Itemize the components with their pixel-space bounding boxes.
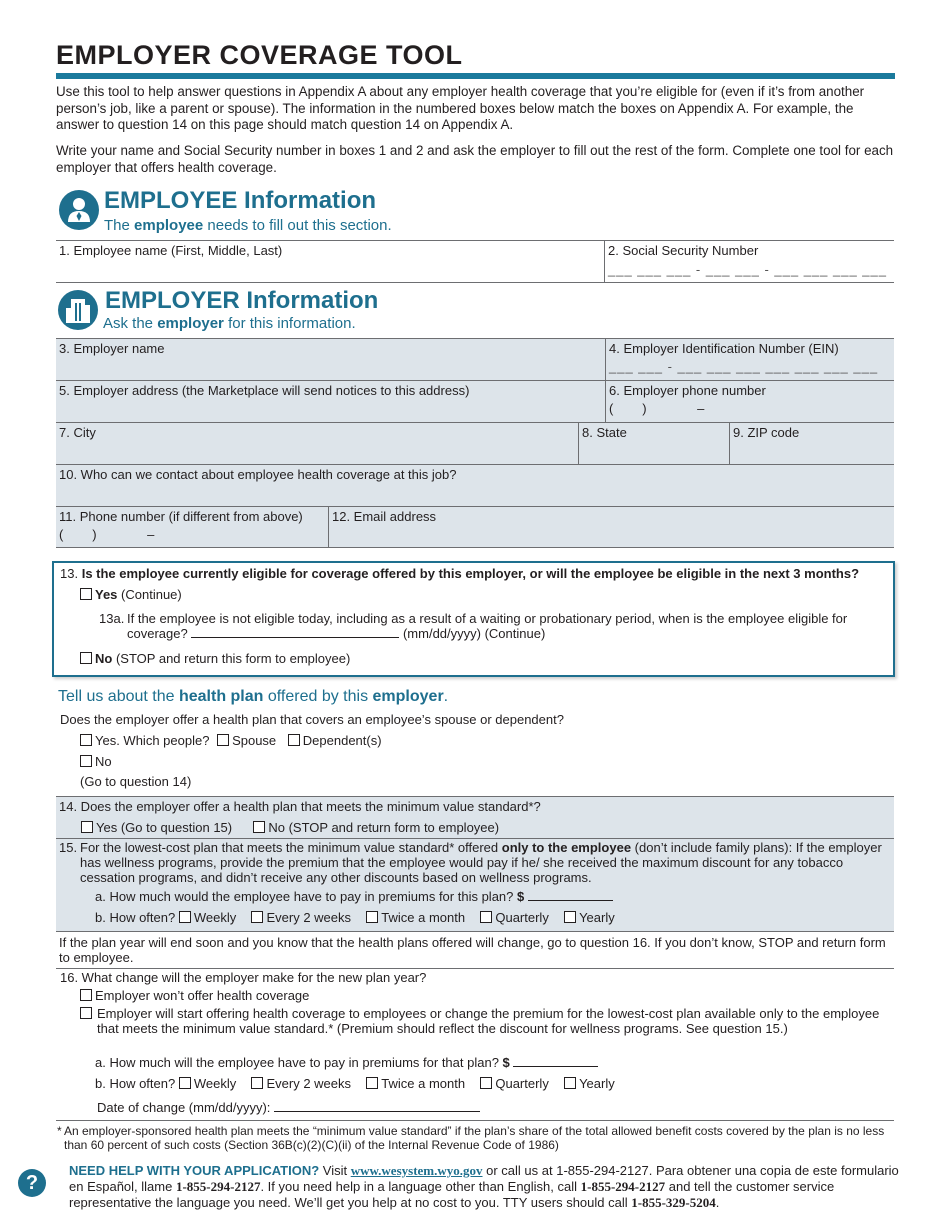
q13-yes-option[interactable]: Yes (Continue) — [80, 587, 182, 602]
q16-every-2-weeks-option[interactable]: Every 2 weeks — [251, 1076, 351, 1091]
contact-phone-field[interactable] — [56, 506, 328, 548]
q13a-number: 13a. — [99, 611, 125, 626]
question-14: 14. Does the employer offer a health plan that meets the minimum value standard*? — [59, 799, 541, 814]
dependent-yes-checkbox[interactable] — [80, 734, 92, 746]
q13a-date-line[interactable] — [191, 626, 399, 638]
q15-weekly-option[interactable]: Weekly — [179, 910, 236, 925]
employer-name-field[interactable] — [56, 338, 605, 380]
question-16: 16. What change will the employer make for the new plan year? — [60, 970, 427, 985]
state-label: 8. State — [582, 425, 627, 440]
ein-field[interactable] — [605, 338, 894, 380]
employer-phone-mask: ( ) – — [609, 401, 705, 416]
q16-weekly-option[interactable]: Weekly — [179, 1076, 236, 1091]
employee-name-field[interactable] — [56, 240, 604, 283]
spouse-checkbox[interactable] — [217, 734, 229, 746]
q16-quarterly-option[interactable]: Quarterly — [480, 1076, 548, 1091]
q16-option-2-checkbox-wrap[interactable] — [80, 1006, 94, 1021]
q15-yearly-option[interactable]: Yearly — [564, 910, 615, 925]
q15-every-2-weeks-option[interactable]: Every 2 weeks — [251, 910, 351, 925]
q16-option-2: Employer will start offering health coverage to employees or change the premium for the lowest-cost plan available only to the employee that meets the minimum value standard.* (Premium should reflect the discount for wellness programs. See question 15.) — [97, 1006, 880, 1036]
q14-no-option[interactable]: No (STOP and return form to employee) — [253, 820, 499, 835]
q16-twice-a-month-option[interactable]: Twice a month — [366, 1076, 465, 1091]
title-rule — [56, 73, 895, 79]
employee-section-subtitle: The employee needs to fill out this section. — [104, 217, 392, 234]
q16-yearly-checkbox[interactable] — [564, 1077, 576, 1089]
plan-year-note: If the plan year will end soon and you know that the health plans offered will change, go to question 16. If you don’t know, STOP and return form to employee. — [59, 935, 886, 965]
help-text: NEED HELP WITH YOUR APPLICATION? Visit www.wesystem.wyo.gov or call us at 1-855-294-2127. Para obtener una copia de este formulario en Español, llame 1-855-294-2127. If you need help in a language other than English, call 1-855-294-2127 and tell the customer service representative the language you need. We’ll get you help at no cost to you. TTY users should call 1-855-329-5204. — [69, 1163, 899, 1210]
building-icon — [58, 290, 98, 330]
page-title: EMPLOYER COVERAGE TOOL — [56, 40, 463, 70]
q16-date-of-change: Date of change (mm/dd/yyyy): — [97, 1100, 480, 1115]
ssn-mask: ___ ___ ___ - ___ ___ - ___ ___ ___ ___ — [608, 262, 887, 277]
q15-weekly-checkbox[interactable] — [179, 911, 191, 923]
help-link[interactable]: www.wesystem.wyo.gov — [350, 1163, 483, 1178]
dependents-checkbox[interactable] — [288, 734, 300, 746]
q14-yes-checkbox[interactable] — [81, 821, 93, 833]
plan-year-note-box — [56, 931, 894, 969]
footnote-mark: * — [57, 1124, 62, 1138]
q16-yearly-option[interactable]: Yearly — [564, 1076, 615, 1091]
contact-label: 10. Who can we contact about employee health coverage at this job? — [59, 467, 457, 482]
footnote: An employer-sponsored health plan meets the “minimum value standard” if the plan’s share of the total allowed benefit costs covered by the plan is no less than 60 percent of such costs (Section 36B(c)(2)(C)(ii) of the Internal Revenue Code of 1986) — [64, 1124, 885, 1152]
employer-section-subtitle: Ask the employer for this information. — [103, 315, 356, 332]
q13-no-checkbox[interactable] — [80, 652, 92, 664]
employee-section-title: EMPLOYEE Information — [104, 187, 377, 214]
question-15-number: 15. — [59, 840, 78, 855]
q13a-text: If the employee is not eligible today, including as a result of a waiting or probationary period, when is the employee eligible for coverage? (mm/dd/yyyy) (Continue) — [127, 611, 848, 641]
employer-phone-field[interactable] — [605, 380, 894, 422]
question-15: For the lowest-cost plan that meets the minimum value standard* offered only to the employee (don’t include family plans): If the employer has wellness programs, provide the premium that the employee would pay if he/ she received the maximum discount for any tobacco cessation programs, and didn’t receive any other discounts based on wellness programs. — [80, 840, 882, 885]
help-icon: ? — [18, 1169, 46, 1197]
q15-twice-a-month-option[interactable]: Twice a month — [366, 910, 465, 925]
footnote-rule — [56, 1120, 894, 1121]
state-field[interactable] — [578, 422, 729, 464]
q16-weekly-checkbox[interactable] — [179, 1077, 191, 1089]
contact-phone-label: 11. Phone number (if different from above) — [59, 509, 303, 524]
q15-quarterly-option[interactable]: Quarterly — [480, 910, 548, 925]
q14-no-checkbox[interactable] — [253, 821, 265, 833]
q15-every-2-weeks-checkbox[interactable] — [251, 911, 263, 923]
question-14-box — [56, 796, 894, 838]
q15-yearly-checkbox[interactable] — [564, 911, 576, 923]
dependent-no-option[interactable]: No — [80, 754, 112, 769]
q15-quarterly-checkbox[interactable] — [480, 911, 492, 923]
q16-option-1-checkbox[interactable] — [80, 989, 92, 1001]
q16-twice-a-month-checkbox[interactable] — [366, 1077, 378, 1089]
q15-twice-a-month-checkbox[interactable] — [366, 911, 378, 923]
q14-yes-option[interactable]: Yes (Go to question 15) — [81, 820, 232, 835]
q13-no-option[interactable]: No (STOP and return this form to employee) — [80, 651, 350, 666]
intro-paragraph-1: Use this tool to help answer questions in Appendix A about any employer health coverage that you’re eligible for (even if it’s from another person’s job, like a parent or spouse). The information in the numbered boxes below match the boxes on Appendix A. For example, the answer to question 14 on this page should match question 14 on Appendix A. — [56, 84, 865, 132]
employer-address-field[interactable] — [56, 380, 605, 422]
email-label: 12. Email address — [332, 509, 437, 524]
q15b: b. How often? Weekly Every 2 weeks Twice a month Quarterly Yearly — [95, 910, 615, 925]
q16-date-line[interactable] — [274, 1100, 480, 1112]
employer-section-title: EMPLOYER Information — [105, 287, 379, 314]
q16a-amount-line[interactable] — [513, 1055, 598, 1067]
contact-field[interactable] — [56, 464, 894, 506]
employer-address-label: 5. Employer address (the Marketplace will send notices to this address) — [59, 383, 470, 398]
person-icon — [59, 190, 99, 230]
ssn-field[interactable] — [604, 240, 894, 283]
q16-option-1[interactable]: Employer won’t offer health coverage — [80, 988, 309, 1003]
dependent-yes-option[interactable]: Yes. Which people? Spouse Dependent(s) — [80, 733, 382, 748]
q16-quarterly-checkbox[interactable] — [480, 1077, 492, 1089]
q15a-amount-line[interactable] — [528, 889, 613, 901]
q16-every-2-weeks-checkbox[interactable] — [251, 1077, 263, 1089]
dependent-goto-note: (Go to question 14) — [80, 774, 192, 789]
q16b: b. How often? Weekly Every 2 weeks Twice a month Quarterly Yearly — [95, 1076, 615, 1091]
ein-label: 4. Employer Identification Number (EIN) — [609, 341, 839, 356]
ssn-label: 2. Social Security Number — [608, 243, 759, 258]
zip-field[interactable] — [729, 422, 894, 464]
dependent-no-checkbox[interactable] — [80, 755, 92, 767]
q15a: a. How much would the employee have to pay in premiums for this plan? $ — [95, 889, 613, 904]
dependent-question: Does the employer offer a health plan that covers an employee’s spouse or dependent? — [60, 712, 564, 727]
q16-option-2-checkbox[interactable] — [80, 1007, 92, 1019]
q16a: a. How much will the employee have to pay in premiums for that plan? $ — [95, 1055, 598, 1070]
question-13: 13. Is the employee currently eligible for coverage offered by this employer, or will the employee be eligible in the next 3 months? — [60, 566, 860, 581]
health-plan-heading: Tell us about the health plan offered by this employer. — [58, 688, 449, 705]
q14-options — [81, 820, 891, 835]
email-field[interactable] — [328, 506, 894, 548]
zip-label: 9. ZIP code — [733, 425, 800, 440]
city-field[interactable] — [56, 422, 578, 464]
intro-paragraph-2: Write your name and Social Security number in boxes 1 and 2 and ask the employer to fill out the rest of the form. Complete one tool for each employer that offers health coverage. — [56, 143, 894, 175]
employer-name-label: 3. Employer name — [59, 341, 165, 356]
employer-phone-label: 6. Employer phone number — [609, 383, 766, 398]
city-label: 7. City — [59, 425, 96, 440]
employee-name-label: 1. Employee name (First, Middle, Last) — [59, 243, 283, 258]
q13-yes-checkbox[interactable] — [80, 588, 92, 600]
contact-phone-mask: ( ) – — [59, 527, 155, 542]
ein-mask: ___ ___ - ___ ___ ___ ___ ___ ___ ___ — [609, 359, 879, 374]
